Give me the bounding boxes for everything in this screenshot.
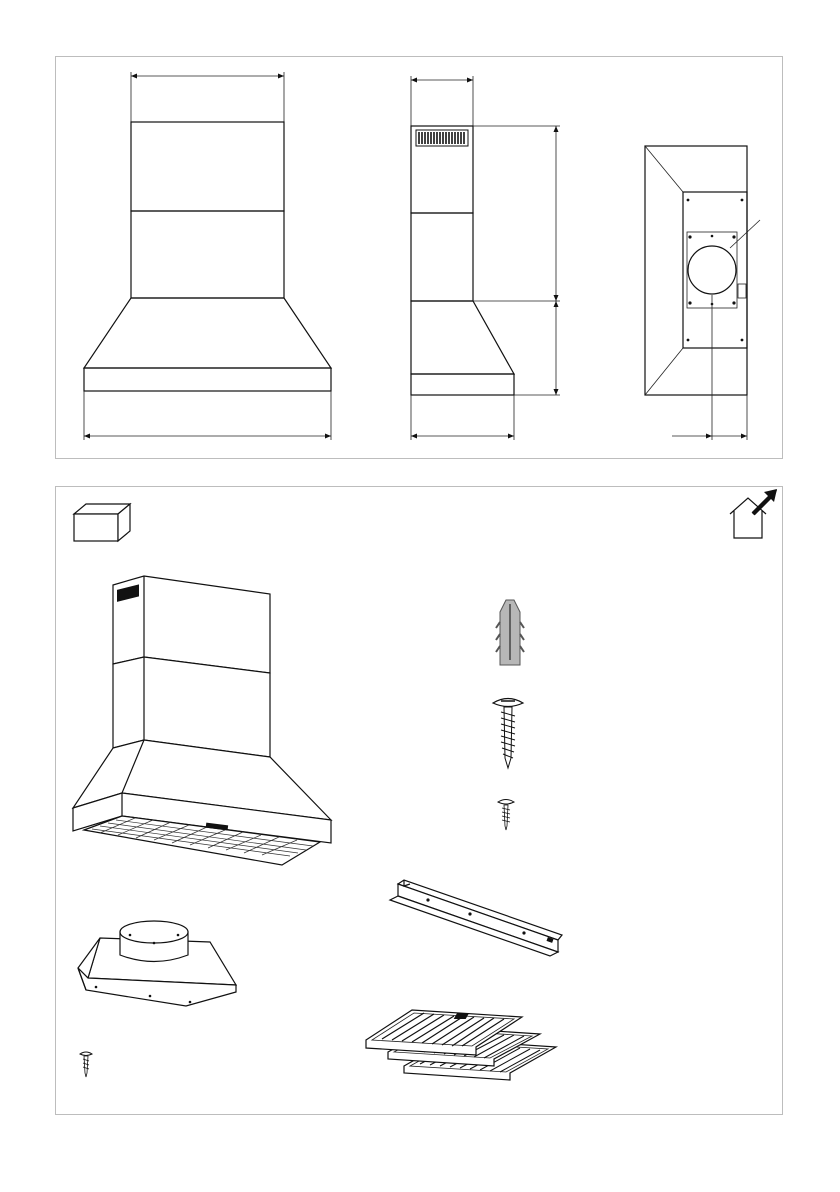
blower-unit xyxy=(78,921,236,1006)
wall-screw xyxy=(493,699,523,769)
small-screw xyxy=(498,800,514,831)
wall-plug xyxy=(496,600,524,665)
outdoor-exhaust-icon xyxy=(730,489,777,538)
grease-filters xyxy=(366,1010,556,1080)
box-icon xyxy=(74,504,130,541)
blower-screw xyxy=(80,1052,92,1077)
mounting-bracket xyxy=(390,880,562,956)
hood-assembly xyxy=(73,576,331,865)
